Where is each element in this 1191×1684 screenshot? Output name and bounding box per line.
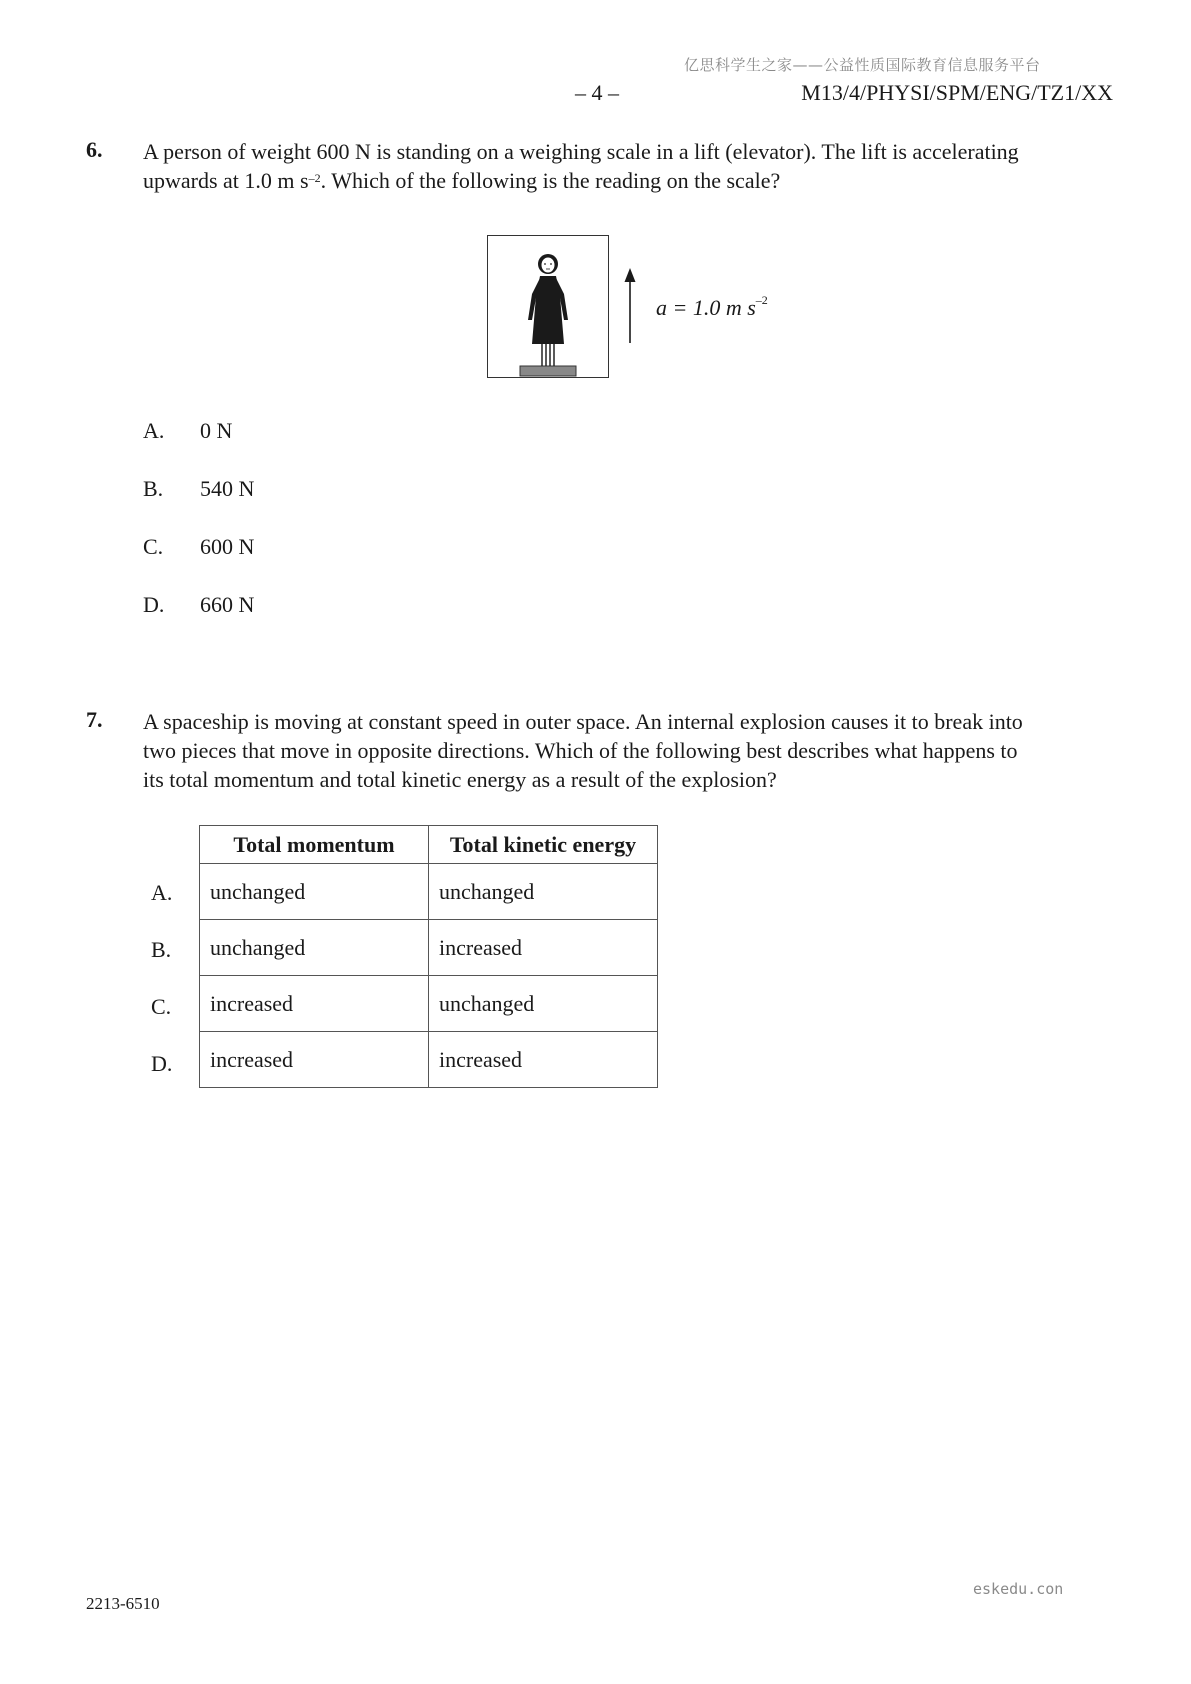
row-a-letter: A.	[151, 880, 173, 905]
question-7-line-2: two pieces that move in opposite directions. Which of the following best describes what happens to	[143, 738, 1018, 763]
option-c-value: 600 N	[200, 534, 255, 559]
acceleration-arrow-icon	[620, 268, 640, 344]
question-6-line-2	[143, 166, 1113, 195]
option-a-letter: A.	[143, 418, 165, 443]
question-6-line-2-start: upwards at 1.0 m s	[143, 168, 309, 193]
paper-code: M13/4/PHYSI/SPM/ENG/TZ1/XX	[801, 80, 1113, 105]
watermark-text: 亿思科学生之家——公益性质国际教育信息服务平台	[684, 56, 1041, 74]
lift-figure	[487, 235, 609, 378]
question-7-text	[143, 707, 1113, 794]
table-row	[200, 864, 658, 920]
question-7-line-1: A spaceship is moving at constant speed in outer space. An internal explosion causes it to break into	[143, 709, 1023, 734]
row-c-momentum: increased	[200, 976, 429, 1032]
option-c-letter: C.	[143, 534, 164, 559]
acceleration-exponent: –2	[755, 293, 768, 307]
row-a-momentum: unchanged	[200, 864, 429, 920]
person-on-scale-icon	[488, 236, 608, 377]
question-6-line-2-end: . Which of the following is the reading on the scale?	[320, 168, 781, 193]
page-number: – 4 –	[575, 80, 619, 105]
header-total-momentum: Total momentum	[200, 826, 429, 864]
question-7-number: 7.	[86, 707, 103, 732]
question-6-line-1: A person of weight 600 N is standing on a weighing scale in a lift (elevator). The lift is accelerating	[143, 139, 1019, 164]
row-c-letter: C.	[151, 994, 172, 1019]
option-b-value: 540 N	[200, 476, 255, 501]
question-7-line-3: its total momentum and total kinetic energy as a result of the explosion?	[143, 767, 777, 792]
row-b-energy: increased	[429, 920, 658, 976]
row-c-energy: unchanged	[429, 976, 658, 1032]
row-d-letter: D.	[151, 1051, 173, 1076]
acceleration-value: a = 1.0 m s	[656, 295, 756, 320]
row-d-energy: increased	[429, 1032, 658, 1088]
question-6-number: 6.	[86, 137, 103, 162]
row-d-momentum: increased	[200, 1032, 429, 1088]
question-6-text	[143, 137, 1113, 195]
option-b-letter: B.	[143, 476, 164, 501]
acceleration-label	[656, 295, 768, 321]
table-header-row	[200, 826, 658, 864]
row-b-momentum: unchanged	[200, 920, 429, 976]
footer-code: 2213-6510	[86, 1594, 160, 1613]
table-row	[200, 1032, 658, 1088]
question-6-exponent: –2	[308, 171, 321, 185]
option-d-letter: D.	[143, 592, 165, 617]
table-row	[200, 920, 658, 976]
site-watermark: eskedu.con	[973, 1580, 1064, 1598]
table-row	[200, 976, 658, 1032]
header-total-kinetic-energy: Total kinetic energy	[429, 826, 658, 864]
answer-table	[199, 825, 658, 1088]
option-a-value: 0 N	[200, 418, 233, 443]
row-b-letter: B.	[151, 937, 172, 962]
row-a-energy: unchanged	[429, 864, 658, 920]
option-d-value: 660 N	[200, 592, 255, 617]
